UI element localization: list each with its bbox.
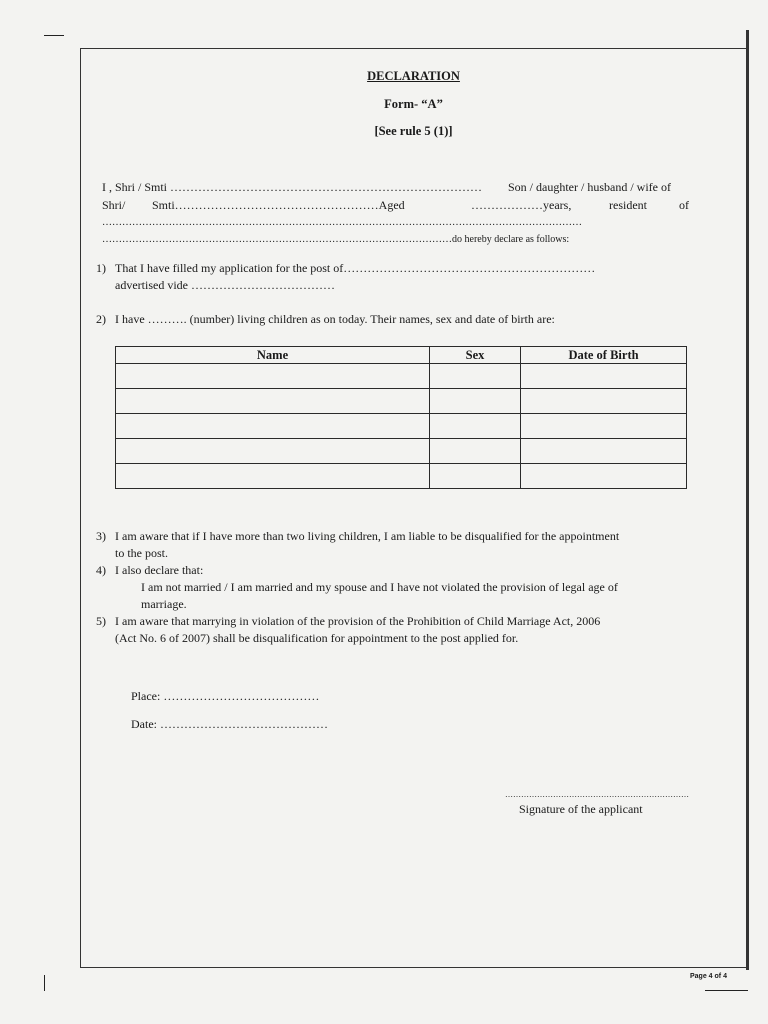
date-field[interactable]: Date: …………………………………… [131, 717, 328, 731]
column-header-sex: Sex [430, 347, 521, 364]
intro-of-label: of [679, 198, 689, 212]
table-cell[interactable] [521, 364, 687, 389]
page-border-right-edge [746, 30, 749, 970]
table-cell[interactable] [521, 439, 687, 464]
intro-resident-label: resident [609, 198, 647, 212]
item-3-line-2: to the post. [115, 546, 168, 560]
table-row [116, 414, 687, 439]
item-5-line-1: I am aware that marrying in violation of the provision of the Prohibition of Child Marriage Act, 2006 [115, 614, 601, 628]
table-cell[interactable] [116, 389, 430, 414]
table-cell[interactable] [116, 464, 430, 489]
intro-name-line: I , Shri / Smti …………………………………………………………………… [102, 180, 483, 194]
scan-mark-bottom-left [44, 975, 45, 991]
signature-line[interactable]: …………………………………………………………… [505, 790, 689, 799]
scan-mark-bottom-right [705, 990, 748, 991]
intro-declare-line: ……………………………………………………………………………………………do hereby declare as follows: [102, 234, 570, 245]
signature-label: Signature of the applicant [519, 802, 643, 816]
column-header-name: Name [116, 347, 430, 364]
table-cell[interactable] [430, 439, 521, 464]
item-4-line-2: I am not married / I am married and my spouse and I have not violated the provision of legal age of [141, 580, 618, 594]
table-row [116, 439, 687, 464]
table-row [116, 464, 687, 489]
item-1-line-2: advertised vide ……………………………… [115, 278, 335, 292]
item-4-line-1: I also declare that: [115, 563, 204, 577]
page-title: DECLARATION [367, 69, 460, 83]
intro-shri-label: Shri/ [102, 198, 126, 212]
item-number: 5) [96, 614, 106, 628]
intro-years-line: ………………years, [471, 198, 572, 212]
item-3-line-1: I am aware that if I have more than two living children, I am liable to be disqualified for the appointment [115, 529, 620, 543]
item-1-line-1: That I have filled my application for the post of……………………………………………………… [115, 261, 596, 275]
table-cell[interactable] [521, 389, 687, 414]
page-number: Page 4 of 4 [690, 973, 727, 980]
column-header-dob: Date of Birth [521, 347, 687, 364]
intro-address-line: ……………………………………………………………………………………………………………………………… [102, 217, 582, 228]
table-cell[interactable] [430, 364, 521, 389]
intro-aged-line: Smti……………………………………………Aged [152, 198, 405, 212]
children-table [115, 346, 687, 489]
table-cell[interactable] [116, 414, 430, 439]
table-cell[interactable] [521, 464, 687, 489]
table-header-row [116, 347, 687, 364]
table-cell[interactable] [430, 464, 521, 489]
table-cell[interactable] [430, 389, 521, 414]
item-number: 1) [96, 261, 106, 275]
table-row [116, 364, 687, 389]
table-row [116, 389, 687, 414]
item-5-line-2: (Act No. 6 of 2007) shall be disqualification for appointment to the post applied for. [115, 631, 519, 645]
table-cell[interactable] [116, 364, 430, 389]
scan-mark-top-left [44, 35, 64, 36]
item-2-line-1: I have ………. (number) living children as on today. Their names, sex and date of birth are: [115, 312, 555, 326]
item-number: 3) [96, 529, 106, 543]
form-label: Form- “A” [384, 97, 443, 111]
item-number: 4) [96, 563, 106, 577]
item-number: 2) [96, 312, 106, 326]
item-4-line-3: marriage. [141, 597, 187, 611]
rule-reference: [See rule 5 (1)] [374, 124, 453, 138]
table-cell[interactable] [116, 439, 430, 464]
place-field[interactable]: Place: ………………………………… [131, 689, 320, 703]
intro-relation-text: Son / daughter / husband / wife of [508, 180, 671, 194]
table-cell[interactable] [430, 414, 521, 439]
table-cell[interactable] [521, 414, 687, 439]
